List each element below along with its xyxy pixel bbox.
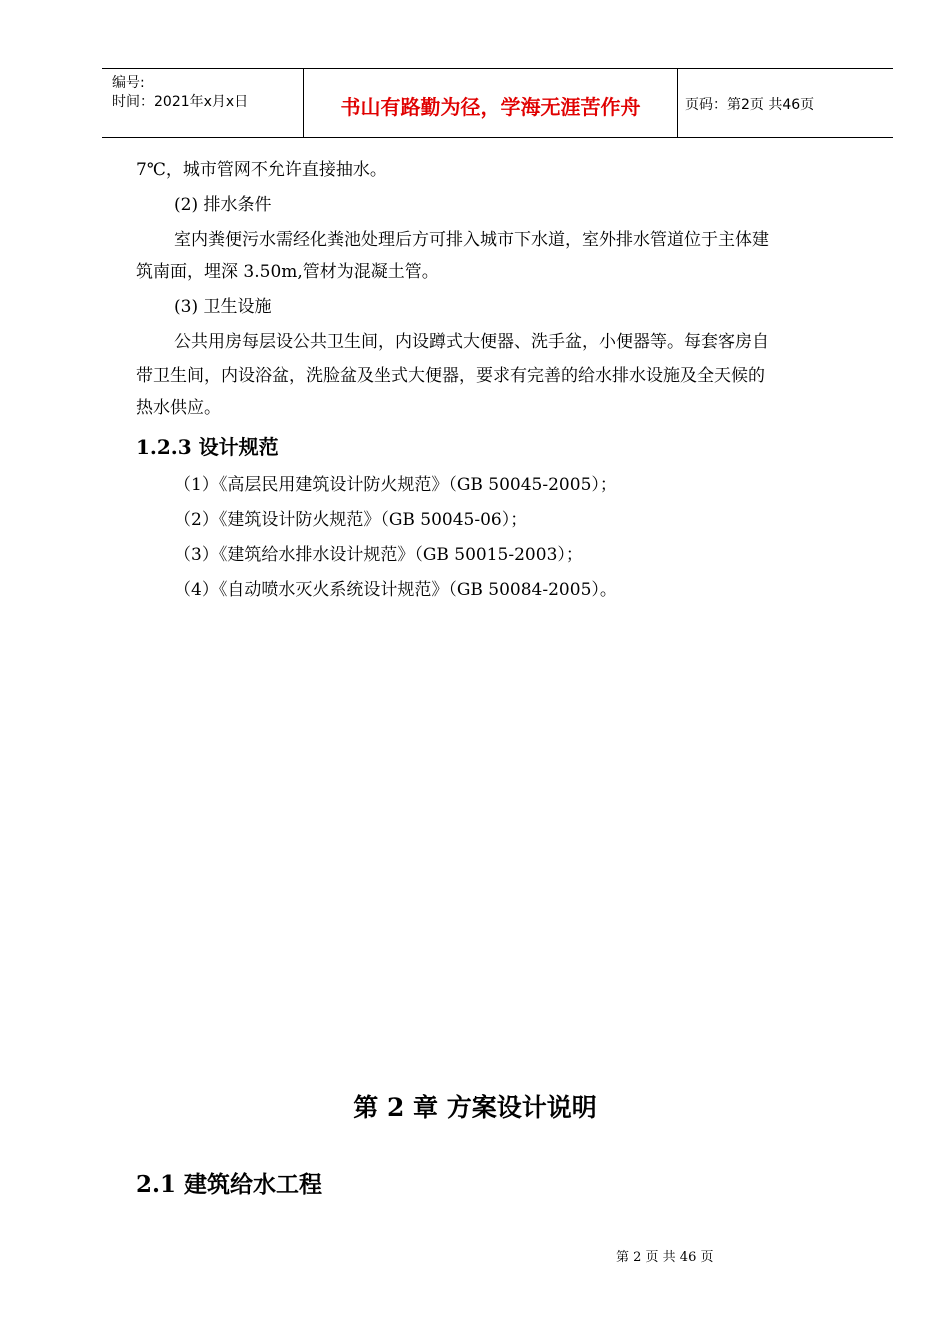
header-page-info: 页码：第2页 共46页 xyxy=(685,97,815,113)
body-text-line: 公共用房每层设公共卫生间，内设蹲式大便器、洗手盆，小便器等。每套客房自 xyxy=(174,332,769,352)
body-text-line: 筑南面，埋深 3.50m,管材为混凝土管。 xyxy=(136,262,439,282)
number-label: 编号: xyxy=(112,75,145,91)
list-item: （4）《自动喷水灭火系统设计规范》（GB 50084-2005）。 xyxy=(174,580,617,600)
header-motto: 书山有路勤为径，学海无涯苦作舟 xyxy=(340,95,641,119)
body-text-line: 室内粪便污水需经化粪池处理后方可排入城市下水道，室外排水管道位于主体建 xyxy=(174,230,769,250)
document-header xyxy=(102,68,893,138)
section-heading-2-1: 2.1 建筑给水工程 xyxy=(136,1171,323,1198)
list-item: （2）《建筑设计防火规范》（GB 50045-06）； xyxy=(174,510,528,530)
time-label: 时间：2021年x月x日 xyxy=(112,94,249,110)
section-heading-1-2-3: 1.2.3 设计规范 xyxy=(136,435,279,459)
chapter-title: 第 2 章 方案设计说明 xyxy=(353,1093,597,1122)
sanitary-heading: (3) 卫生设施 xyxy=(174,297,272,317)
body-text-line: 热水供应。 xyxy=(136,398,221,418)
list-item: （1）《高层民用建筑设计防火规范》（GB 50045-2005）； xyxy=(174,475,617,495)
page-footer: 第 2 页 共 46 页 xyxy=(616,1250,714,1265)
body-text-line: 带卫生间，内设浴盆，洗脸盆及坐式大便器，要求有完善的给水排水设施及全天候的 xyxy=(136,366,765,386)
header-motto-cell xyxy=(304,69,678,137)
body-text-line: 7℃，城市管网不允许直接抽水。 xyxy=(136,160,387,180)
drainage-heading: (2) 排水条件 xyxy=(174,195,272,215)
list-item: （3）《建筑给水排水设计规范》（GB 50015-2003）； xyxy=(174,545,583,565)
header-meta-cell xyxy=(102,69,304,137)
